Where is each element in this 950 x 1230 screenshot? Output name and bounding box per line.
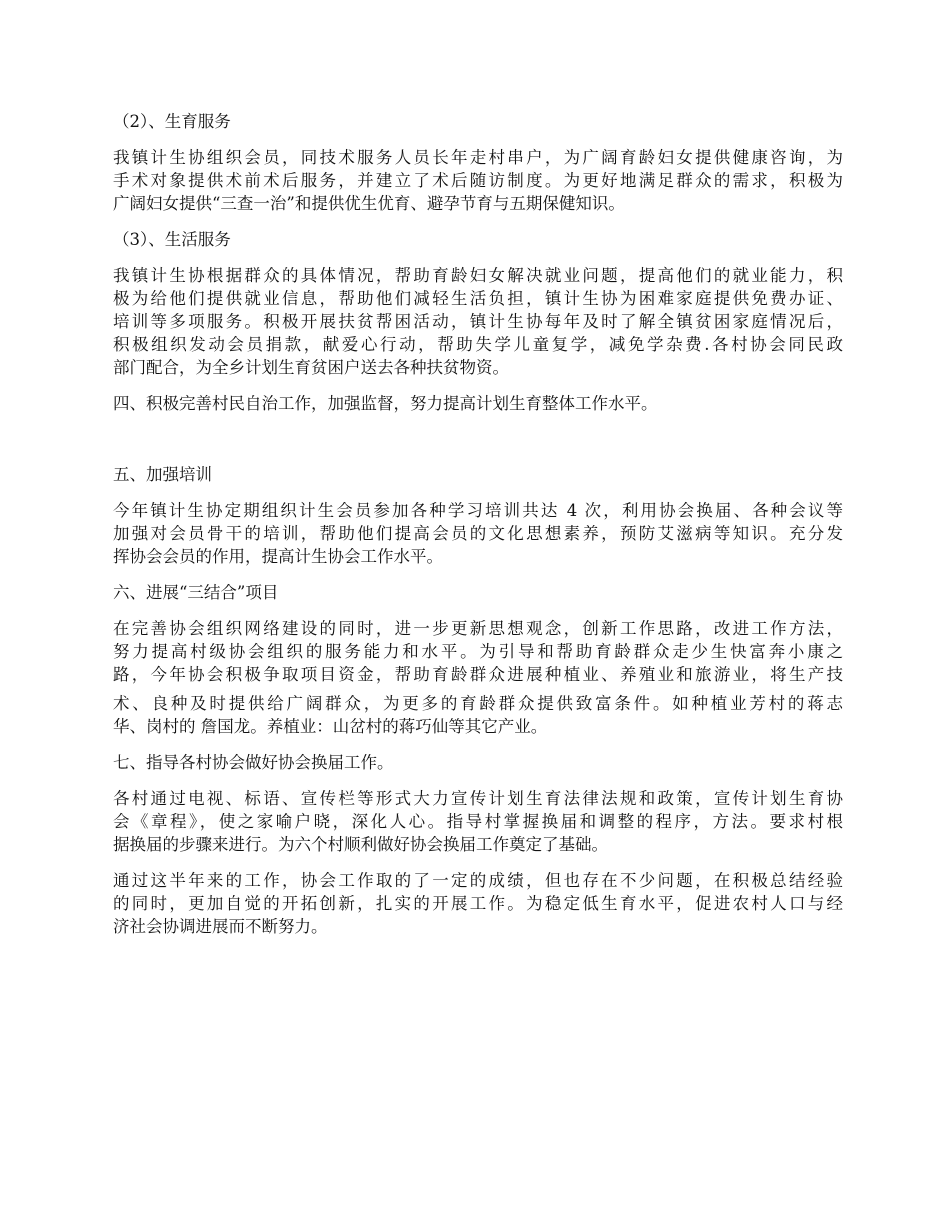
text-line: 广阔妇女提供“三查一治”和提供优生优育、避孕节育与五期保健知识。 [113,194,625,213]
text-line: 积极组织发动会员捐款，献爱心行动，帮助失学儿童复学，减免学杂费.各村协会同民政 [113,335,843,354]
text-line: 挥协会会员的作用，提高计生协会工作水平。 [113,547,443,566]
text-line: 在完善协会组织网络建设的同时，进一步更新思想观念，创新工作思路，改进工作方法， [113,619,843,638]
text-line: 会《章程》，使之家喻户晓，深化人心。指导村掌握换届和调整的程序，方法。要求村根 [113,812,843,831]
text-line: 各村通过电视、标语、宣传栏等形式大力宣传计划生育法律法规和政策，宣传计划生育协 [113,789,843,808]
heading-line: 七、指导各村协会做好协会换届工作。 [113,753,394,772]
heading-line: （2）、生育服务 [113,112,231,131]
paragraph-life-services [113,264,843,379]
text-line: 的同时，更加自觉的开拓创新，扎实的开展工作。为稳定低生育水平，促进农村人口与经 [113,894,843,913]
text-line: 加强对会员骨干的培训，帮助他们提高会员的文化思想素养，预防艾滋病等知识。充分发 [113,524,843,543]
text-line: 我镇计生协根据群众的具体情况，帮助育龄妇女解决就业问题，提高他们的就业能力，积 [113,266,843,285]
heading-line: 五、加强培训 [113,465,212,484]
heading-line: （3）、生活服务 [113,230,231,249]
text-line: 济社会协调进展而不断努力。 [113,917,328,936]
text-line: 据换届的步骤来进行。为六个村顺利做好协会换届工作奠定了基础。 [113,835,608,854]
section-heading-three-combinations [113,581,843,604]
section-heading-birth-services [113,110,843,133]
document-page [113,110,843,938]
paragraph-village-elections [113,787,843,856]
paragraph-conclusion [113,869,843,938]
heading-line: 四、积极完善村民自治工作，加强监督，努力提高计划生育整体工作水平。 [113,394,658,413]
section-heading-village-elections [113,751,843,774]
text-line: 华、岗村的 詹国龙。养植业：山岔村的蒋巧仙等其它产业。 [113,717,548,736]
text-line: 努力提高村级协会组织的服务能力和水平。为引导和帮助育龄群众走少生快富奔小康之 [113,642,843,661]
text-line: 我镇计生协组织会员，同技术服务人员长年走村串户，为广阔育龄妇女提供健康咨询，为 [113,148,843,167]
section-heading-training [113,463,843,486]
paragraph-birth-services [113,146,843,215]
text-line: 部门配合，为全乡计划生育贫困户送去各种扶贫物资。 [113,358,509,377]
text-line: 手术对象提供术前术后服务，并建立了术后随访制度。为更好地满足群众的需求，积极为 [113,171,843,190]
section-heading-life-services [113,228,843,251]
text-line: 通过这半年来的工作，协会工作取的了一定的成绩，但也存在不少问题，在积极总结经验 [113,871,843,890]
section-heading-villager-autonomy [113,392,843,415]
paragraph-three-combinations-part2 [113,692,843,738]
text-line: 培训等多项服务。积极开展扶贫帮困活动，镇计生协每年及时了解全镇贫困家庭情况后， [113,312,843,331]
paragraph-training [113,499,843,568]
text-line: 极为给他们提供就业信息，帮助他们减轻生活负担，镇计生协为困难家庭提供免费办证、 [113,289,843,308]
text-line: 今年镇计生协定期组织计生会员参加各种学习培训共达 4 次，利用协会换届、各种会议等 [113,501,843,520]
text-line: 路，今年协会积极争取项目资金，帮助育龄群众进展种植业、养殖业和旅游业，将生产技 [113,665,843,684]
text-line: 术、良种及时提供给广阔群众，为更多的育龄群众提供致富条件。如种植业芳村的蒋志 [113,694,843,713]
heading-line: 六、进展“三结合”项目 [113,583,279,602]
paragraph-three-combinations-part1 [113,617,843,686]
